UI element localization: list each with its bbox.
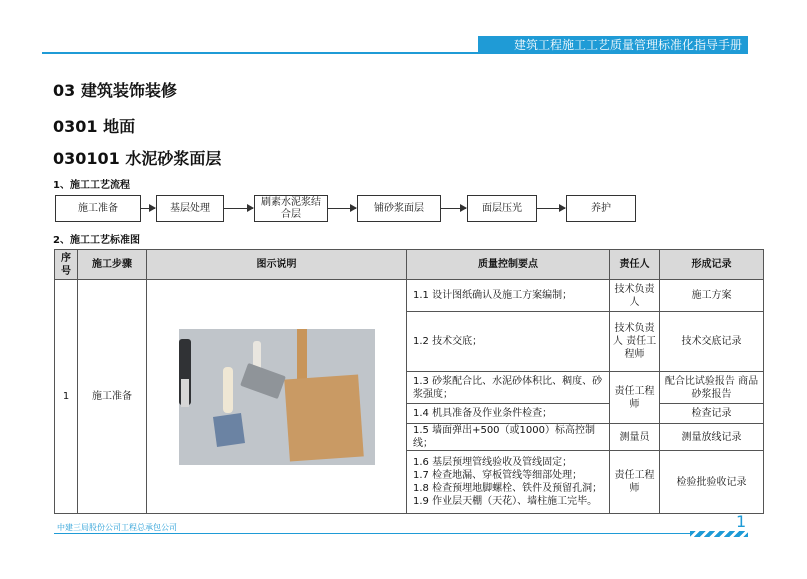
table-row [55, 280, 764, 312]
flow-arrow [224, 208, 253, 209]
record-cell: 检查记录 [660, 404, 764, 424]
record-cell: 测量放线记录 [660, 424, 764, 451]
quality-standard-table [54, 249, 764, 514]
flow-arrow [141, 208, 155, 209]
section-heading: 0301 地面 [53, 117, 136, 136]
qc-item-1-5: 1.5 墙面弹出+500（或1000）标高控制线； [407, 424, 610, 451]
standard-diagram-title: 2、施工工艺标准图 [53, 235, 140, 246]
responsible-cell: 责任工程师 [610, 372, 660, 424]
illustration-cell [147, 280, 407, 514]
qc-item-1-3: 1.3 砂浆配合比、水泥砂体积比、稠度、砂浆强度； [407, 372, 610, 404]
step-cell: 施工准备 [78, 280, 147, 514]
process-flow-title: 1、施工工艺流程 [53, 180, 130, 191]
col-header-illustration: 图示说明 [147, 250, 407, 280]
tools-photo [179, 329, 375, 465]
flow-arrow [441, 208, 466, 209]
flow-step-6: 养护 [566, 195, 636, 222]
responsible-cell: 责任工程师 [610, 451, 660, 514]
col-header-step: 施工步骤 [78, 250, 147, 280]
footer-stripe-decoration [690, 531, 748, 537]
flow-step-4: 铺砂浆面层 [357, 195, 441, 222]
record-cell: 检验批验收记录 [660, 451, 764, 514]
record-cell: 配合比试验报告 商品砂浆报告 [660, 372, 764, 404]
qc-item-1-6-to-1-9: 1.6 基层预埋管线验收及管线固定； 1.7 检查地漏、穿板管线等细部处理； 1.8 检查预埋地脚螺栓、铁件及预留孔洞； 1.9 作业层天棚（天花）、墙柱施工完毕。 [407, 451, 610, 514]
page-number: 1 [736, 512, 747, 531]
flow-arrow [537, 208, 565, 209]
header-title: 建筑工程施工工艺质量管理标准化指导手册 [478, 36, 748, 54]
record-cell: 施工方案 [660, 280, 764, 312]
footer-company: 中建三局股份公司工程总承包公司 [57, 523, 177, 532]
col-header-quality-control: 质量控制要点 [407, 250, 610, 280]
col-header-record: 形成记录 [660, 250, 764, 280]
flow-step-2: 基层处理 [156, 195, 224, 222]
responsible-cell: 技术负责人 责任工程师 [610, 312, 660, 372]
responsible-cell: 测量员 [610, 424, 660, 451]
chapter-heading: 03 建筑装饰装修 [53, 81, 177, 100]
qc-item-1-2: 1.2 技术交底； [407, 312, 610, 372]
flow-arrow [328, 208, 356, 209]
responsible-cell: 技术负责人 [610, 280, 660, 312]
seq-cell: 1 [55, 280, 78, 514]
col-header-seq: 序号 [55, 250, 78, 280]
qc-item-1-1: 1.1 设计图纸确认及施工方案编制； [407, 280, 610, 312]
table-header-row [55, 250, 764, 280]
footer-divider [54, 533, 694, 534]
col-header-responsible: 责任人 [610, 250, 660, 280]
flow-step-5: 面层压光 [467, 195, 537, 222]
flow-step-3: 刷素水泥浆结合层 [254, 195, 328, 222]
qc-item-1-4: 1.4 机具准备及作业条件检查； [407, 404, 610, 424]
record-cell: 技术交底记录 [660, 312, 764, 372]
header-divider [42, 52, 748, 54]
subsection-heading: 030101 水泥砂浆面层 [53, 149, 222, 168]
flow-step-1: 施工准备 [55, 195, 141, 222]
